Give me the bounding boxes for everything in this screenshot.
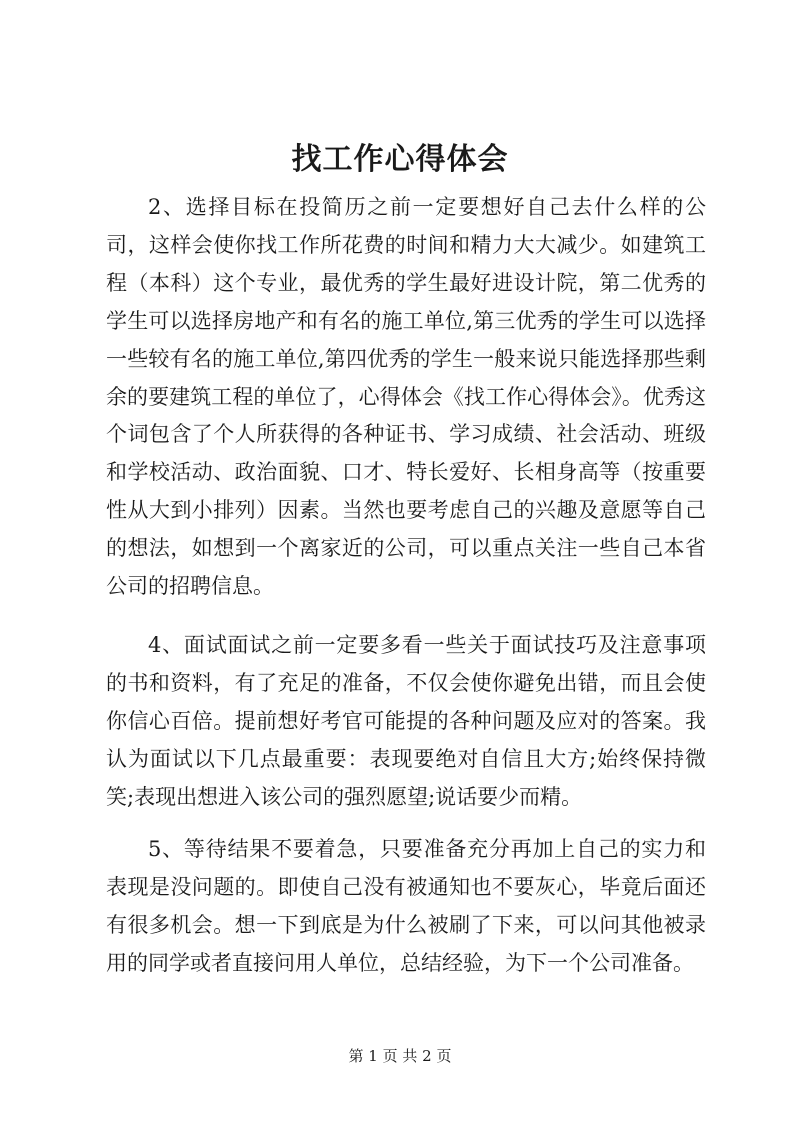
paragraph-2: 4、面试面试之前一定要多看一些关于面试技巧及注意事项的书和资料，有了充足的准备，不仅会使你避免出错，而且会使你信心百倍。提前想好考官可能提的各种问题及应对的答案。我认为面试以下几点最重要：表现要绝对自信且大方;始终保持微笑;表现出想进入该公司的强烈愿望;说话要少而精。 xyxy=(106,633,706,809)
paragraph-block-2 xyxy=(106,627,706,817)
paragraph-block-3 xyxy=(106,831,706,983)
paragraph-3: 5、等待结果不要着急，只要准备充分再加上自己的实力和表现是没问题的。即使自己没有被通知也不要灰心，毕竟后面还有很多机会。想一下到底是为什么被刷了下来，可以问其他被录用的同学或者直接问用人单位，总结经验，为下一个公司准备。 xyxy=(106,837,706,975)
document-title: 找工作心得体会 xyxy=(291,142,509,177)
page-footer: 第 1 页 共 2 页 xyxy=(348,1047,452,1065)
paragraph-block-1 xyxy=(106,189,706,606)
paragraph-1: 2、选择目标在投简历之前一定要想好自己去什么样的公司，这样会使你找工作所花费的时间和精力大大减少。如建筑工程（本科）这个专业，最优秀的学生最好进设计院，第二优秀的学生可以选择房地产和有名的施工单位,第三优秀的学生可以选择一些较有名的施工单位,第四优秀的学生一般来说只能选择那些剩余的要建筑工程的单位了，心得体会《找工作心得体会》。优秀这个词包含了个人所获得的各种证书、学习成绩、社会活动、班级和学校活动、政治面貌、口才、特长爱好、长相身高等（按重要性从大到小排列）因素。当然也要考虑自己的兴趣及意愿等自己的想法，如想到一个离家近的公司，可以重点关注一些自己本省公司的招聘信息。 xyxy=(106,195,706,599)
